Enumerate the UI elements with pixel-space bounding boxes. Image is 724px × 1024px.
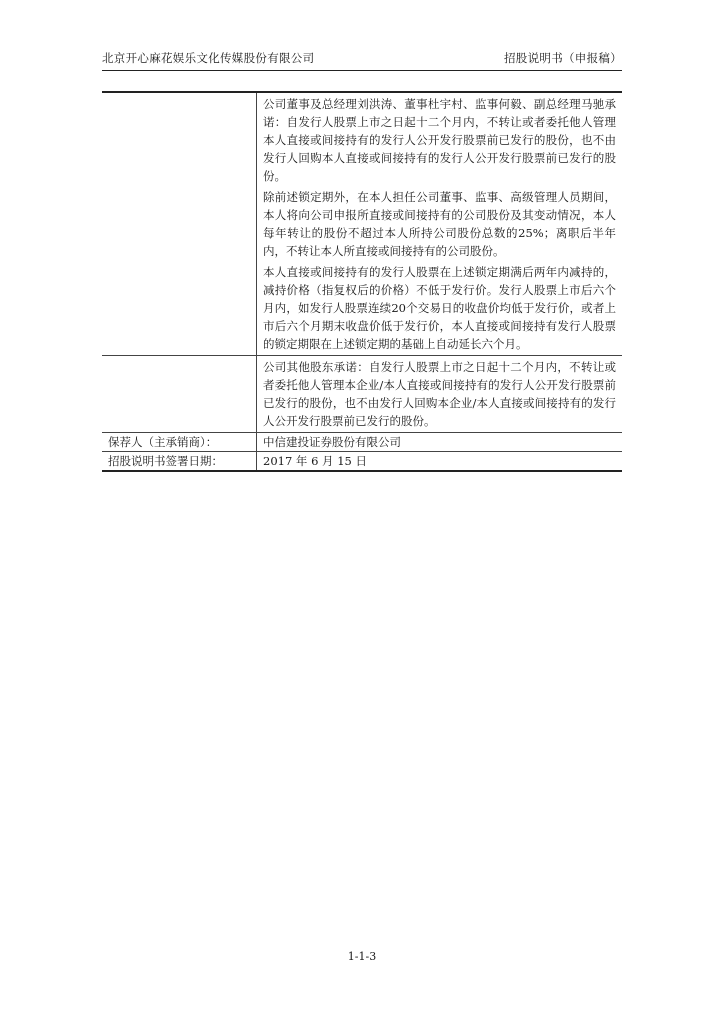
other-shareholders-commitment: 公司其他股东承诺：自发行人股票上市之日起十二个月内，不转让或者委托他人管理本企业/本人直接或间接持有的发行人公开发行股票前已发行的股份，也不由发行人回购本企业/本人直接或间接持有的发行人公开发行股票前已发行的股份。 xyxy=(263,360,616,428)
other-shareholders-cell xyxy=(257,356,623,433)
page-number: 1-1-3 xyxy=(347,950,377,963)
lockup-paragraph-3: 本人直接或间接持有的发行人股票在上述锁定期满后两年内减持的，减持价格（指复权后的价格）不低于发行价。发行人股票上市后六个月内，如发行人股票连续20个交易日的收盘价均低于发行价，或者上市后六个月期末收盘价低于发行价，本人直接或间接持有发行人股票的锁定期限在上述锁定期的基础上自动延长六个月。 xyxy=(263,265,616,351)
lockup-paragraph-2: 除前述锁定期外，在本人担任公司董事、监事、高级管理人员期间，本人将向公司申报所直接或间接持有的公司股份及其变动情况，本人每年转让的股份不超过本人所持公司股份总数的25%；离职后半年内，不转让本人所直接或间接持有的公司股份。 xyxy=(263,190,616,258)
signing-date-label: 招股说明书签署日期： xyxy=(102,452,257,472)
header-company-name: 北京开心麻花娱乐文化传媒股份有限公司 xyxy=(102,51,315,65)
sponsor-label: 保荐人（主承销商）： xyxy=(102,433,257,452)
table-row xyxy=(102,433,622,452)
table-cell-empty xyxy=(102,356,257,433)
lockup-paragraph-1: 公司董事及总经理刘洪涛、董事杜宇村、监事何毅、副总经理马驰承诺：自发行人股票上市之日起十二个月内，不转让或者委托他人管理本人直接或间接持有的发行人公开发行股票前已发行的股份，也不由发行人回购本人直接或间接持有的发行人公开发行股票前已发行的股份。 xyxy=(263,97,616,183)
header-document-type: 招股说明书（申报稿） xyxy=(504,51,622,65)
lockup-commitment-cell xyxy=(257,92,623,356)
table-row xyxy=(102,92,622,356)
prospectus-info-table xyxy=(102,91,622,472)
sponsor-value: 中信建投证券股份有限公司 xyxy=(257,433,623,452)
table-cell-empty xyxy=(102,92,257,356)
table-row xyxy=(102,452,622,472)
page-header xyxy=(102,50,622,71)
table-row xyxy=(102,356,622,433)
signing-date-value: 2017 年 6 月 15 日 xyxy=(257,452,623,472)
